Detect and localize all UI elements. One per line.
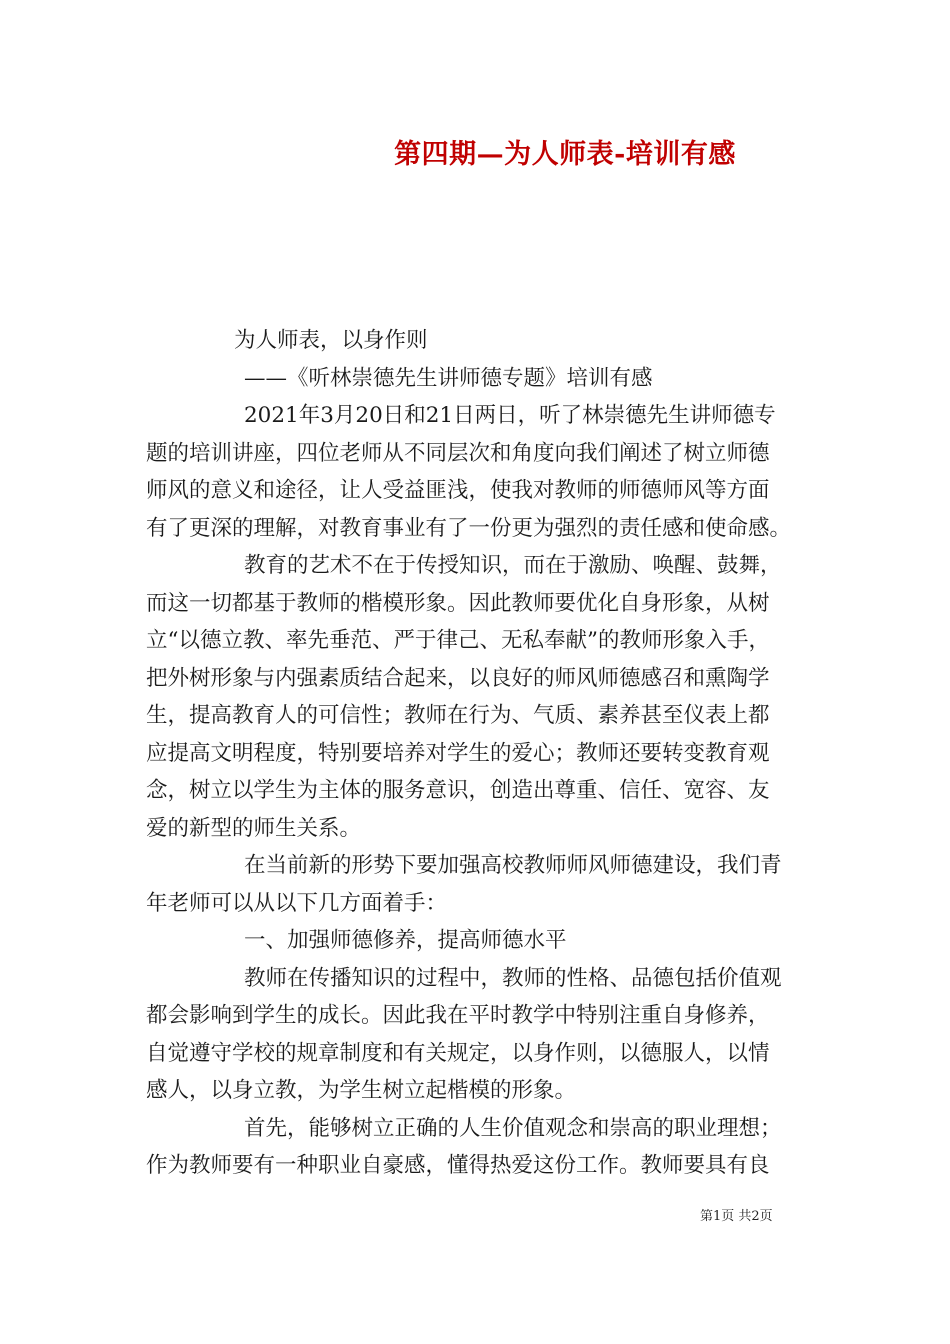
paragraph-line: 师风的意义和途径，让人受益匪浅，使我对教师的师德师风等方面 bbox=[146, 478, 770, 503]
paragraph-line: 立“以德立教、率先垂范、严于律己、无私奉献”的教师形象入手， bbox=[146, 628, 770, 653]
paragraph-line: 感人，以身立教，为学生树立起楷模的形象。 bbox=[146, 1078, 577, 1103]
paragraph-line: 在当前新的形势下要加强高校教师师风师德建设，我们青 bbox=[244, 853, 782, 878]
subtitle-line: ——《听林崇德先生讲师德专题》培训有感 bbox=[244, 365, 653, 391]
paragraph-line: 自觉遵守学校的规章制度和有关规定，以身作则，以德服人，以情 bbox=[146, 1040, 770, 1066]
paragraph-line: 而这一切都基于教师的楷模形象。因此教师要优化自身形象，从树 bbox=[146, 590, 770, 616]
paragraph-line: 教师在传播知识的过程中，教师的性格、品德包括价值观 bbox=[244, 965, 782, 991]
section-heading: 一、加强师德修养，提高师德水平 bbox=[244, 928, 567, 953]
paragraph-line: 生，提高教育人的可信性；教师在行为、气质、素养甚至仪表上都 bbox=[146, 703, 770, 728]
document-body bbox=[146, 322, 806, 1185]
paragraph-line: 首先，能够树立正确的人生价值观念和崇高的职业理想； bbox=[244, 1115, 782, 1141]
paragraph-line: 把外树形象与内强素质结合起来，以良好的师风师德感召和熏陶学 bbox=[146, 665, 770, 691]
paragraph-line: 念，树立以学生为主体的服务意识，创造出尊重、信任、宽容、友 bbox=[146, 778, 770, 803]
paragraph-line: 作为教师要有一种职业自豪感，懂得热爱这份工作。教师要具有良 bbox=[146, 1153, 770, 1178]
paragraph-line: 2021年3月20日和21日两日，听了林崇德先生讲师德专 bbox=[244, 403, 776, 428]
paragraph-line: 有了更深的理解，对教育事业有了一份更为强烈的责任感和使命感。 bbox=[146, 515, 792, 541]
paragraph-line: 应提高文明程度，特别要培养对学生的爱心；教师还要转变教育观 bbox=[146, 740, 770, 766]
paragraph-line: 爱的新型的师生关系。 bbox=[146, 815, 362, 841]
page-number: 第1页 共2页 bbox=[700, 1209, 773, 1224]
paragraph-line: 题的培训讲座，四位老师从不同层次和角度向我们阐述了树立师德 bbox=[146, 440, 770, 466]
document-title: 第四期—为人师表-培训有感 bbox=[394, 139, 736, 170]
paragraph-line: 教育的艺术不在于传授知识，而在于激励、唤醒、鼓舞， bbox=[244, 553, 782, 578]
subtitle-line: 为人师表，以身作则 bbox=[234, 328, 428, 353]
paragraph-line: 年老师可以从以下几方面着手： bbox=[146, 890, 448, 916]
paragraph-line: 都会影响到学生的成长。因此我在平时教学中特别注重自身修养， bbox=[146, 1003, 770, 1028]
